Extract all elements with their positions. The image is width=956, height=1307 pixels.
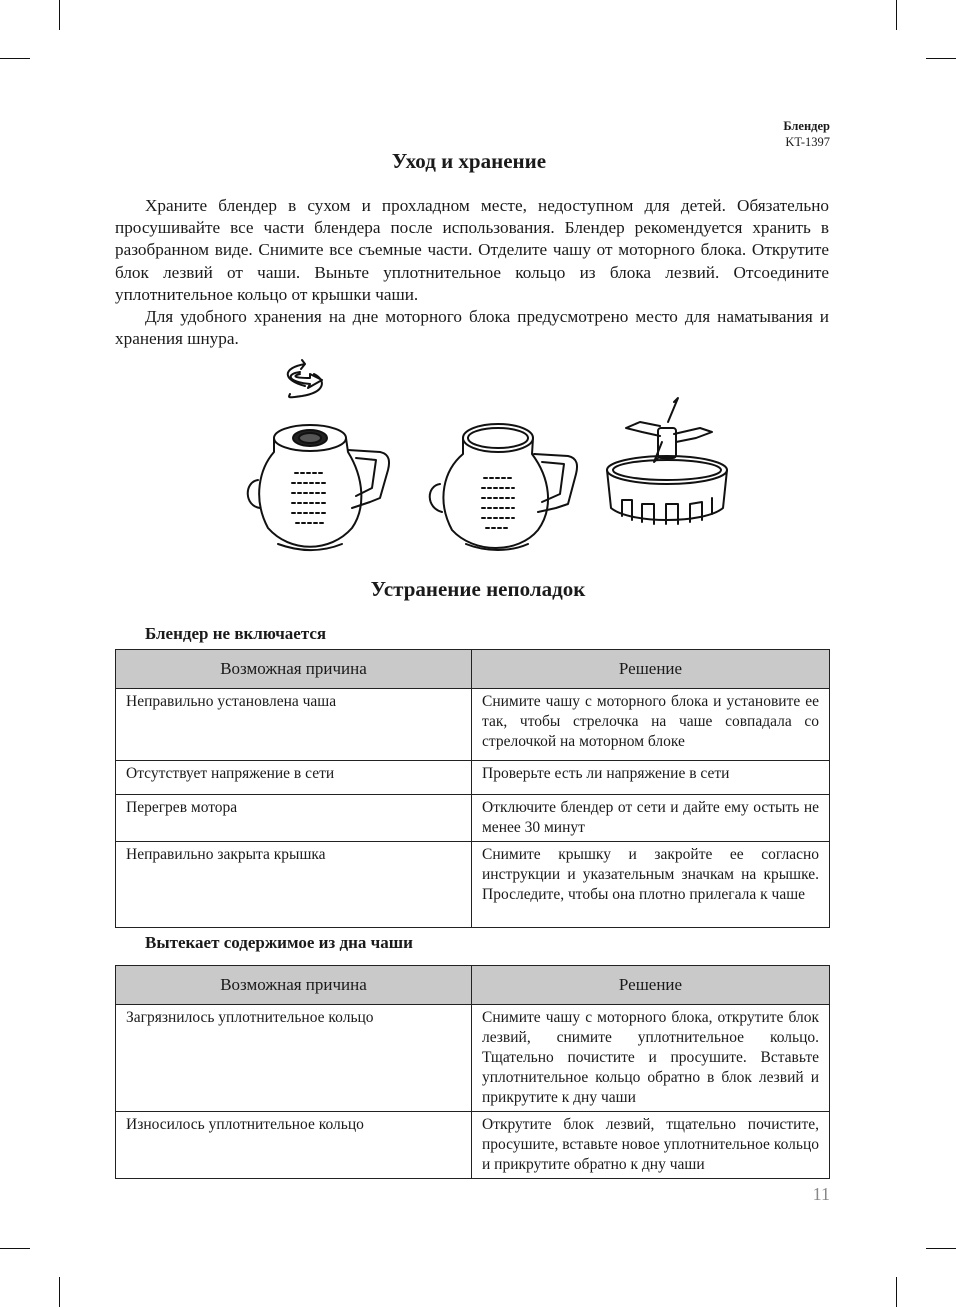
- cause-cell: Загрязнилось уплотнительное кольцо: [116, 1005, 472, 1112]
- header-brand: Блендер: [783, 119, 830, 133]
- crop-mark: [926, 58, 956, 59]
- solution-cell: Снимите чашу с моторного блока, открутите блок лезвий, снимите уплотнительное кольцо. Тщательно почистите и просушите. Вставьте уплотнительное кольцо обратно в блок лезвий и прикрутите к дну чаши: [472, 1005, 830, 1112]
- column-header-cause: Возможная причина: [116, 966, 472, 1005]
- table-row: [116, 689, 830, 761]
- table-row: [116, 1112, 830, 1179]
- header-model: KT-1397: [785, 135, 830, 149]
- table-header-row: [116, 650, 830, 689]
- cause-cell: Неправильно закрыта крышка: [116, 842, 472, 928]
- trouble-table-not-starting: [115, 649, 830, 928]
- running-header: [783, 118, 830, 150]
- table-row: [116, 761, 830, 795]
- table-header-row: [116, 966, 830, 1005]
- jar-with-lid: [248, 425, 389, 550]
- table-row: [116, 795, 830, 842]
- crop-mark: [0, 1248, 30, 1249]
- disassembly-figures: [230, 358, 750, 558]
- trouble-section-title: Устранение неполадок: [370, 577, 586, 601]
- solution-cell: Снимите чашу с моторного блока и установите ее так, чтобы стрелочка на чаше совпадала со стрелочкой на моторном блоке: [472, 689, 830, 761]
- crop-mark: [0, 58, 30, 59]
- care-paragraph: Храните блендер в сухом и прохладном месте, недоступном для детей. Обязательно просушивайте все части блендера после использования. Блендер рекомендуется хранить в разобранном виде. Снимите все съемные части. Отделите чашу от моторного блока. Открутите блок лезвий от чаши. Выньте уплотнительное кольцо из блока лезвий. Отсоедините уплотнительное кольцо от крышки чаши.: [115, 196, 829, 304]
- crop-mark: [59, 0, 60, 30]
- rotate-arrow-icon: [288, 360, 322, 397]
- care-paragraph: Для удобного хранения на дне моторного блока предусмотрено место для наматывания и хранения шнура.: [115, 307, 829, 349]
- column-header-solution: Решение: [472, 650, 830, 689]
- table-row: [116, 1005, 830, 1112]
- table-heading: Блендер не включается: [145, 624, 327, 643]
- column-header-solution: Решение: [472, 966, 830, 1005]
- care-section-title: Уход и хранение: [391, 149, 547, 173]
- table-heading: Вытекает содержимое из дна чаши: [145, 933, 413, 952]
- trouble-table-leaking: [115, 965, 830, 1179]
- crop-mark: [896, 1277, 897, 1307]
- cause-cell: Неправильно установлена чаша: [116, 689, 472, 761]
- crop-mark: [896, 0, 897, 30]
- cause-cell: Отсутствует напряжение в сети: [116, 761, 472, 795]
- cause-cell: Перегрев мотора: [116, 795, 472, 842]
- crop-mark: [59, 1277, 60, 1307]
- solution-cell: Снимите крышку и закройте ее согласно инструкции и указательным значкам на крышке. Проследите, чтобы она плотно прилегала к чаше: [472, 842, 830, 928]
- blade-assembly: [607, 398, 727, 524]
- care-section-body: [115, 195, 829, 350]
- table-row: [116, 842, 830, 928]
- crop-mark: [926, 1248, 956, 1249]
- column-header-cause: Возможная причина: [116, 650, 472, 689]
- solution-cell: Проверьте есть ли напряжение в сети: [472, 761, 830, 795]
- cause-cell: Износилось уплотнительное кольцо: [116, 1112, 472, 1179]
- solution-cell: Открутите блок лезвий, тщательно почистите, просушите, вставьте новое уплотнительное кольцо и прикрутите обратно к дну чаши: [472, 1112, 830, 1179]
- solution-cell: Отключите блендер от сети и дайте ему остыть не менее 30 минут: [472, 795, 830, 842]
- jar-open: [430, 424, 577, 550]
- page-number: 11: [812, 1184, 830, 1204]
